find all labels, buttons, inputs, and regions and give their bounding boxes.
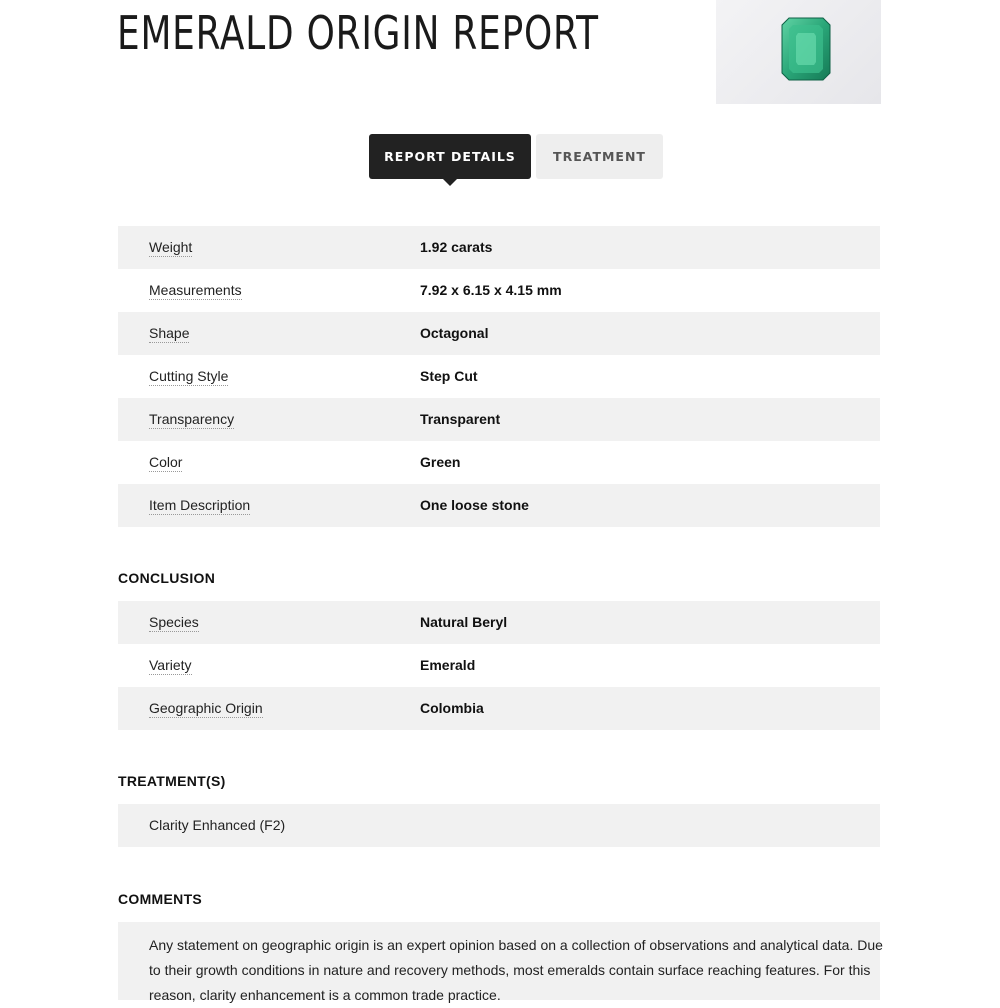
- table-row: [118, 398, 880, 441]
- page-title: EMERALD ORIGIN REPORT: [117, 6, 599, 60]
- detail-value: Step Cut: [420, 368, 478, 384]
- conclusion-value: Emerald: [420, 657, 476, 673]
- detail-value: Octagonal: [420, 325, 489, 341]
- treatments-heading: TREATMENT(S): [118, 773, 226, 789]
- detail-value: 7.92 x 6.15 x 4.15 mm: [420, 282, 562, 298]
- table-row: [118, 441, 880, 484]
- tab-report-details[interactable]: REPORT DETAILS: [369, 134, 531, 179]
- table-row: [118, 312, 880, 355]
- table-row: [118, 804, 880, 847]
- detail-value: Transparent: [420, 411, 501, 427]
- detail-label[interactable]: Transparency: [149, 411, 235, 427]
- comments-text: Any statement on geographic origin is an expert opinion based on a collection of observations and analytical data. Due to their growth conditions in nature and recovery methods, most emeralds contain surface reaching features. For this reason, clarity enhancement is a common trade practice.: [149, 937, 883, 1003]
- table-row: [118, 484, 880, 527]
- detail-label[interactable]: Weight: [149, 239, 193, 255]
- detail-label[interactable]: Shape: [149, 325, 190, 341]
- treatments-table: [118, 804, 880, 847]
- detail-label[interactable]: Cutting Style: [149, 368, 229, 384]
- conclusion-label[interactable]: Geographic Origin: [149, 700, 263, 716]
- conclusion-table: [118, 601, 880, 730]
- conclusion-value: Natural Beryl: [420, 614, 508, 630]
- table-row: [118, 601, 880, 644]
- comments-box: [118, 922, 883, 1003]
- detail-label[interactable]: Item Description: [149, 497, 251, 513]
- detail-label[interactable]: Measurements: [149, 282, 242, 298]
- table-row: [118, 269, 880, 312]
- details-table: [118, 226, 880, 527]
- table-row: [118, 226, 880, 269]
- detail-value: One loose stone: [420, 497, 529, 513]
- detail-value: 1.92 carats: [420, 239, 493, 255]
- conclusion-label[interactable]: Variety: [149, 657, 192, 673]
- treatment-text: Clarity Enhanced (F2): [149, 817, 286, 833]
- conclusion-value: Colombia: [420, 700, 484, 716]
- detail-label[interactable]: Color: [149, 454, 183, 470]
- emerald-gem-icon: [781, 17, 831, 81]
- comments-heading: COMMENTS: [118, 891, 203, 907]
- conclusion-heading: CONCLUSION: [118, 570, 216, 586]
- table-row: [118, 355, 880, 398]
- conclusion-label[interactable]: Species: [149, 614, 199, 630]
- table-row: [118, 644, 880, 687]
- tab-treatment[interactable]: TREATMENT: [536, 134, 663, 179]
- table-row: [118, 687, 880, 730]
- detail-value: Green: [420, 454, 461, 470]
